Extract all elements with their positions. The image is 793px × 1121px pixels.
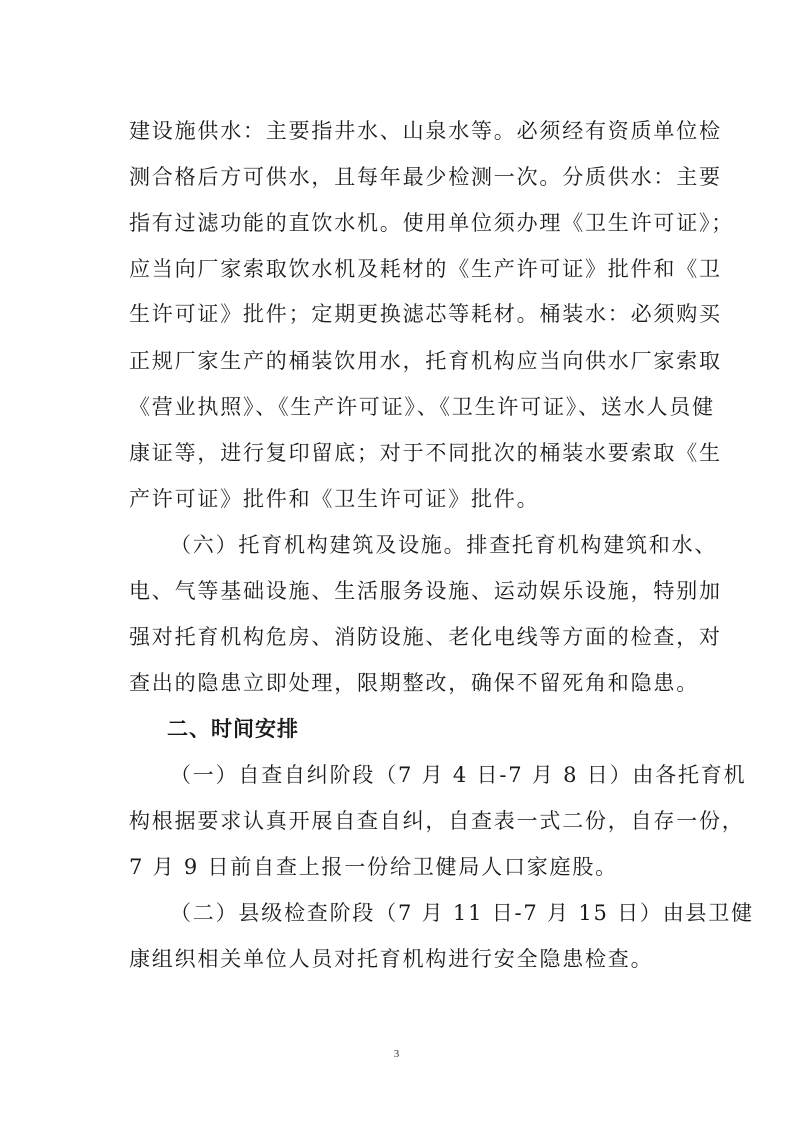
body-text-line: 电、气等基础设施、生活服务设施、运动娱乐设施，特别加 xyxy=(129,579,722,603)
body-text-line: 查出的隐患立即处理，限期整改，确保不留死角和隐患。 xyxy=(129,671,699,695)
body-text-line: 建设施供水：主要指井水、山泉水等。必须经有资质单位检 xyxy=(129,119,722,143)
body-text-line: 测合格后方可供水，且每年最少检测一次。分质供水：主要 xyxy=(129,165,722,189)
body-text-line: 构根据要求认真开展自查自纠，自查表一式二份，自存一份， xyxy=(129,809,745,833)
page-number: 3 xyxy=(393,1048,400,1060)
body-text-line: 产许可证》批件和《卫生许可证》批件。 xyxy=(129,487,540,511)
section-paragraph-start: （一）自查自纠阶段（7 月 4 日-7 月 8 日）由各托育机 xyxy=(170,763,747,787)
section-paragraph-start: （二）县级检查阶段（7 月 11 日-7 月 15 日）由县卫健 xyxy=(170,901,754,925)
section-heading: 二、时间安排 xyxy=(167,717,299,741)
body-text-line: 强对托育机构危房、消防设施、老化电线等方面的检查，对 xyxy=(129,625,722,649)
body-text-line: 生许可证》批件；定期更换滤芯等耗材。桶装水：必须购买 xyxy=(129,302,722,326)
body-text-line: 正规厂家生产的桶装饮用水，托育机构应当向供水厂家索取 xyxy=(129,349,722,373)
body-text-line: 应当向厂家索取饮水机及耗材的《生产许可证》批件和《卫 xyxy=(129,257,722,281)
body-text-line: 《营业执照》、《生产许可证》、《卫生许可证》、送水人员健 xyxy=(129,395,715,419)
body-text-line: 康组织相关单位人员对托育机构进行安全隐患检查。 xyxy=(129,947,654,971)
body-text-line: 康证等，进行复印留底；对于不同批次的桶装水要索取《生 xyxy=(129,441,722,465)
section-paragraph-start: （六）托育机构建筑及设施。排查托育机构建筑和水、 xyxy=(170,533,718,557)
body-text-line: 7 月 9 日前自查上报一份给卫健局人口家庭股。 xyxy=(129,855,618,879)
body-text-line: 指有过滤功能的直饮水机。使用单位须办理《卫生许可证》； xyxy=(129,211,735,235)
